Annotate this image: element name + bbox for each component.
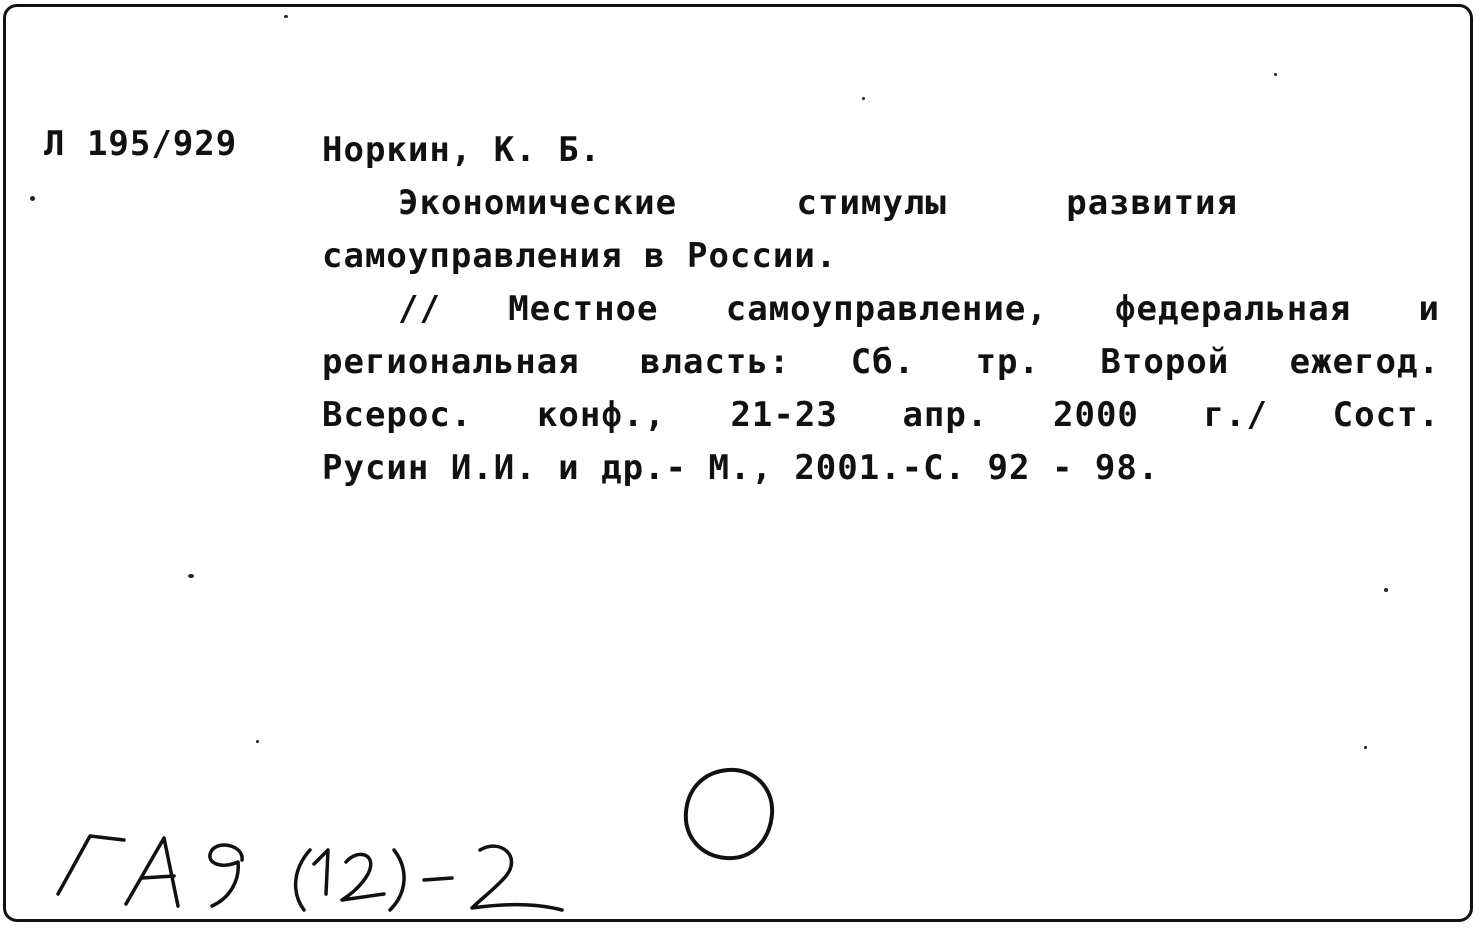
source-word: 21-23 (730, 395, 838, 435)
source-line-2 (322, 336, 1440, 389)
source-word: Местное (508, 289, 659, 329)
source-line-4: Русин И.И. и др.- М., 2001.-С. 92 - 98. (322, 448, 1160, 488)
bibliographic-entry (322, 124, 1440, 495)
title-word: Экономические (398, 183, 678, 223)
source-word: Сост. (1332, 395, 1440, 435)
source-line-1 (322, 283, 1440, 336)
title-line-1 (322, 177, 1238, 230)
speck (284, 15, 288, 18)
source-word: Сб. (850, 342, 916, 382)
source-word: федеральная (1115, 289, 1352, 329)
source-word: региональная (322, 342, 580, 382)
source-word: 2000 (1053, 395, 1139, 435)
source-line-3 (322, 389, 1440, 442)
source-word: тр. (975, 342, 1040, 382)
source-word: г./ (1203, 395, 1268, 435)
shelfmark: Л 195/929 (44, 124, 238, 164)
source-word: // (398, 289, 441, 329)
speck (30, 196, 35, 201)
handwritten-code (52, 820, 592, 930)
speck (1364, 746, 1367, 749)
title-word: стимулы (796, 183, 947, 223)
speck (1274, 73, 1277, 76)
speck (862, 97, 865, 100)
title-line-2: самоуправления в России. (322, 236, 838, 276)
punch-hole (676, 762, 780, 866)
source-word: власть: (640, 342, 791, 382)
source-word: апр. (902, 395, 989, 435)
source-word: самоуправление, (725, 289, 1048, 329)
title-word: развития (1066, 183, 1238, 223)
author: Норкин, К. Б. (322, 130, 602, 170)
source-word: Второй (1100, 342, 1230, 382)
speck (256, 740, 259, 743)
source-word: ежегод. (1289, 342, 1440, 382)
source-word: конф., (536, 395, 666, 435)
source-word: Всерос. (322, 395, 473, 435)
speck (1384, 588, 1388, 592)
speck (188, 574, 194, 578)
source-word: и (1418, 289, 1440, 329)
